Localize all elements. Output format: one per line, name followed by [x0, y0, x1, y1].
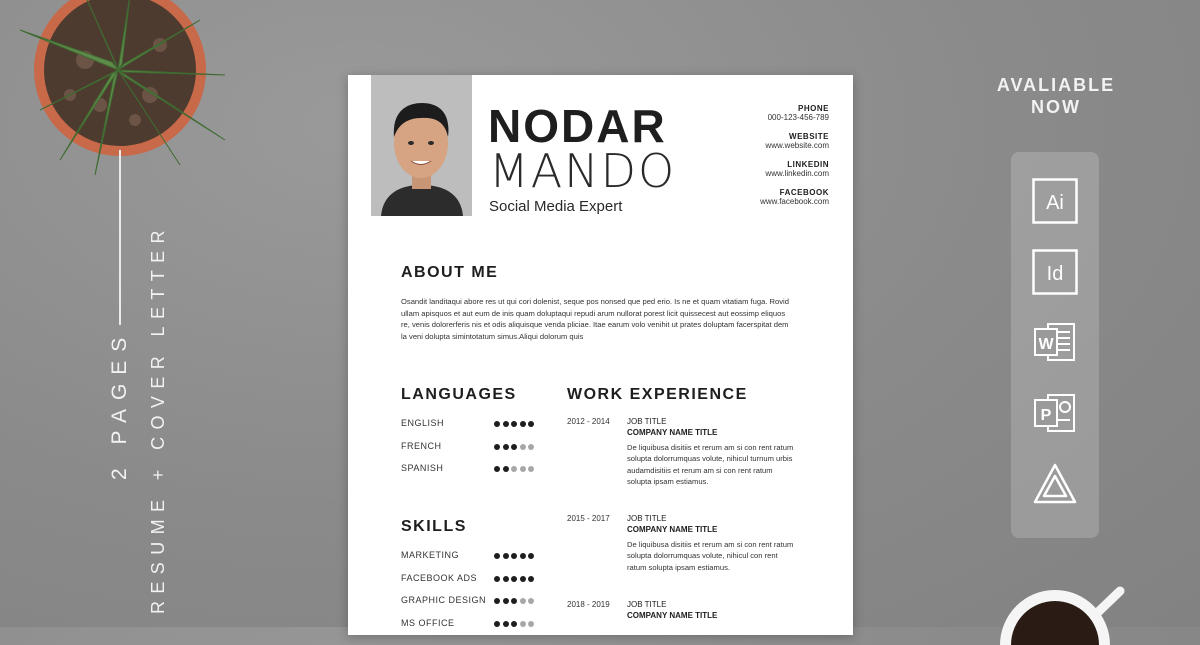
company-name: COMPANY NAME TITLE — [627, 428, 718, 437]
rating-dot — [503, 576, 509, 582]
rating-dot — [503, 598, 509, 604]
rating-dot — [511, 576, 517, 582]
word-icon — [1032, 319, 1078, 365]
rating-dot — [520, 444, 526, 450]
skills-heading: SKILLS — [401, 518, 467, 535]
illustrator-icon-text: Ai — [1046, 192, 1064, 214]
work-heading: WORK EXPERIENCE — [567, 386, 748, 403]
rating-dot — [520, 598, 526, 604]
rating-dot — [528, 421, 534, 427]
available-now-heading — [985, 74, 1127, 118]
publisher-icon — [1032, 390, 1078, 436]
linkedin-label: LINKEDIN — [787, 160, 829, 169]
indesign-icon-text: Id — [1046, 263, 1064, 285]
rating-dot — [494, 466, 500, 472]
rating-dot — [494, 421, 500, 427]
skill-name: GRAPHIC DESIGN — [401, 595, 487, 605]
word-icon-text: W — [1038, 336, 1054, 353]
skill-name: MARKETING — [401, 550, 460, 560]
resume-cover-label: RESUME + COVER LETTER — [148, 223, 168, 614]
rating-dot — [511, 553, 517, 559]
rating-dot — [503, 553, 509, 559]
rating-dot — [511, 621, 517, 627]
language-rating — [494, 421, 534, 427]
facebook-value: www.facebook.com — [760, 197, 829, 206]
job-description: De liquibusa disitiis et rerum am si con rent ratum solupta dolorrumquas volute, nihicul con rent ratum solupta ipsam estiamus. — [627, 540, 794, 572]
about-text: Osandit landitaqui abore res ut qui cori dolenist, seque pos nonsed que ped erio. Is ne et quam vitatiam fuga. Rovid ullam apisquos et aut eum de inis quam doluptaqui repudi arum nullorat porest licit quissecest aut eossimp eliquos re, venis dolorerferis nis et odis aliquisque venda pliciae. Itae earum volo venihit ut prates doluptam facerspitat dem la veni dolupta simintotatum simus.Aliqui dolorum quis — [401, 297, 789, 341]
language-name: ENGLISH — [401, 418, 445, 428]
rating-dot — [503, 621, 509, 627]
first-name: NODAR — [488, 100, 667, 152]
phone-label: PHONE — [798, 104, 829, 113]
rating-dot — [528, 444, 534, 450]
divider-line — [119, 150, 121, 325]
job-title: JOB TITLE — [627, 514, 667, 523]
profile-photo — [371, 75, 472, 216]
language-name: FRENCH — [401, 440, 442, 451]
rating-dot — [528, 598, 534, 604]
rating-dot — [528, 621, 534, 627]
rating-dot — [494, 621, 500, 627]
avatar — [371, 75, 472, 216]
job-years: 2015 - 2017 — [567, 514, 610, 523]
phone-value: 000-123-456-789 — [767, 113, 829, 122]
job-title: JOB TITLE — [627, 417, 667, 426]
job-entry — [627, 417, 797, 488]
resume-sheet — [348, 75, 853, 635]
job-entry — [627, 514, 797, 573]
rating-dot — [511, 444, 517, 450]
website-label: WEBSITE — [789, 132, 829, 141]
available-line-2: NOW — [1031, 97, 1081, 117]
pages-count-label: 2 PAGES — [108, 328, 131, 480]
language-rating — [494, 444, 534, 450]
website-value: www.website.com — [765, 141, 829, 150]
rating-dot — [520, 553, 526, 559]
job-entry — [627, 600, 717, 620]
affinity-icon — [1032, 462, 1078, 508]
skill-rating — [494, 598, 534, 604]
illustrator-icon — [1032, 178, 1078, 224]
rating-dot — [528, 466, 534, 472]
languages-heading: LANGUAGES — [401, 386, 517, 403]
facebook-label: FACEBOOK — [779, 188, 829, 197]
job-years: 2018 - 2019 — [567, 600, 610, 609]
last-name: MANDO — [489, 144, 677, 198]
rating-dot — [503, 444, 509, 450]
company-name: COMPANY NAME TITLE — [627, 611, 718, 620]
rating-dot — [511, 598, 517, 604]
rating-dot — [503, 421, 509, 427]
rating-dot — [494, 444, 500, 450]
company-name: COMPANY NAME TITLE — [627, 525, 718, 534]
rating-dot — [494, 576, 500, 582]
skill-rating — [494, 553, 534, 559]
coffee-cup-decoration — [995, 585, 1195, 645]
job-years: 2012 - 2014 — [567, 417, 610, 426]
skill-rating — [494, 576, 534, 582]
skill-name: MS OFFICE — [401, 617, 455, 628]
language-name: SPANISH — [401, 463, 444, 473]
rating-dot — [511, 466, 517, 472]
rating-dot — [520, 466, 526, 472]
rating-dot — [511, 421, 517, 427]
software-icons-panel — [1011, 152, 1099, 538]
job-title: JOB TITLE — [627, 600, 667, 609]
indesign-icon — [1032, 249, 1078, 295]
rating-dot — [494, 598, 500, 604]
contact-info — [760, 104, 829, 216]
rating-dot — [503, 466, 509, 472]
language-rating — [494, 466, 534, 472]
job-role: Social Media Expert — [489, 198, 623, 215]
rating-dot — [494, 553, 500, 559]
job-description: De liquibusa disitiis et rerum am si con rent ratum solupta dolorrumquas volute, nihicul turnum urbis audamdisitiis et rerum am si con rent ratum solupta ipsam estiamus. — [627, 443, 794, 487]
rating-dot — [528, 576, 534, 582]
rating-dot — [528, 553, 534, 559]
about-heading: ABOUT ME — [401, 264, 499, 281]
publisher-icon-text: P — [1040, 407, 1052, 424]
linkedin-value: www.linkedin.com — [765, 169, 829, 178]
available-line-1: AVALIABLE — [996, 75, 1116, 95]
rating-dot — [520, 421, 526, 427]
rating-dot — [520, 576, 526, 582]
rating-dot — [520, 621, 526, 627]
skill-name: FACEBOOK ADS — [401, 572, 478, 583]
skill-rating — [494, 621, 534, 627]
